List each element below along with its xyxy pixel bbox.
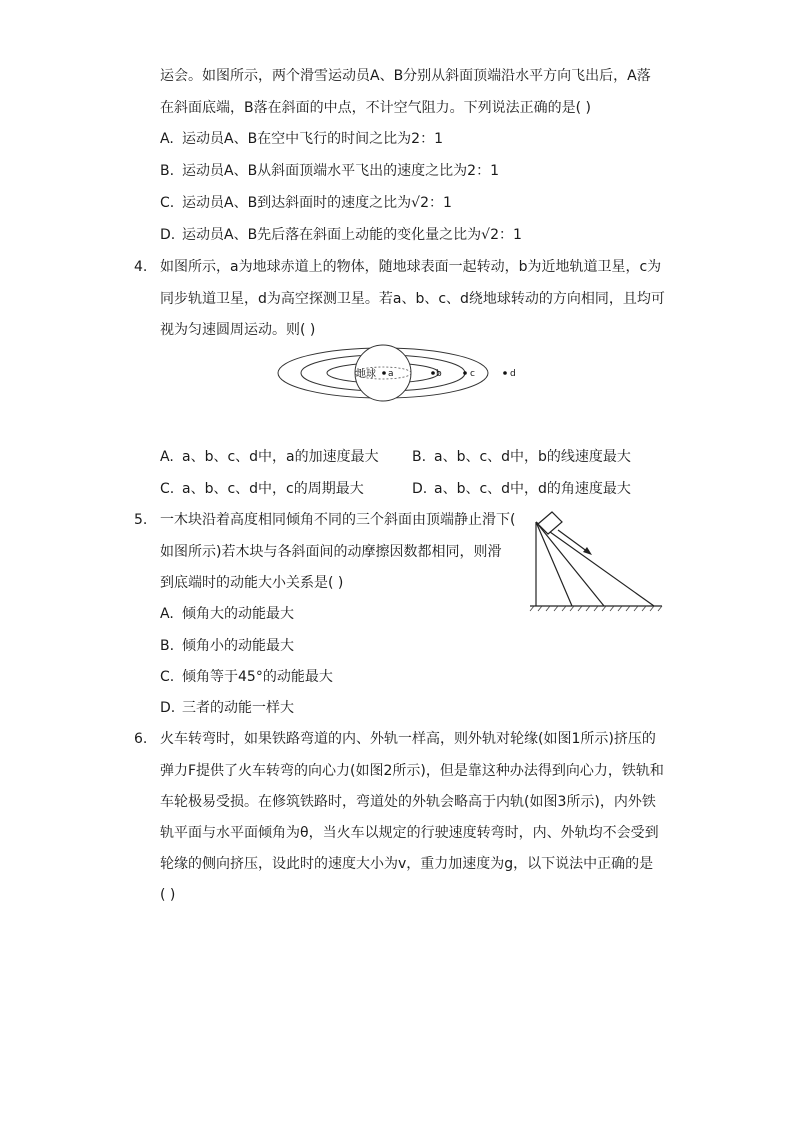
option-label: D. — [412, 481, 428, 497]
q4-number: 4. — [134, 259, 148, 275]
option-text: 运动员A、B从斜面顶端水平飞出的速度之比为2：1 — [182, 163, 499, 179]
q3-option-b[interactable] — [160, 161, 499, 181]
option-text: 三者的动能一样大 — [182, 700, 294, 716]
q6-line-2: 弹力F提供了火车转弯的向心力(如图2所示)，但是靠这种办法得到向心力，铁轨和 — [160, 763, 664, 779]
q3-line-1: 运会。如图所示，两个滑雪运动员A、B分别从斜面顶端沿水平方向飞出后，A落 — [160, 68, 651, 84]
option-label: D. — [160, 700, 176, 716]
option-text: 运动员A、B到达斜面时的速度之比为√2：1 — [182, 195, 452, 211]
q5-line-3: 到底端时的动能大小关系是( ) — [160, 575, 344, 591]
option-text: a、b、c、d中，c的周期最大 — [182, 481, 364, 497]
q4-line-3: 视为匀速圆周运动。则( ) — [160, 322, 316, 338]
q5-line-1: 一木块沿着高度相同倾角不同的三个斜面由顶端静止滑下( — [160, 512, 516, 528]
option-label: B. — [160, 638, 175, 654]
q4-option-a[interactable] — [160, 447, 379, 467]
q6-line-3: 车轮极易受损。在修筑铁路时，弯道处的外轨会略高于内轨(如图3所示)，内外铁 — [160, 794, 656, 810]
option-label: A. — [160, 606, 174, 622]
q6-number: 6. — [134, 731, 148, 747]
option-label: A. — [160, 131, 174, 147]
q6-line-4: 轨平面与水平面倾角为θ，当火车以规定的行驶速度转弯时，内、外轨均不会受到 — [160, 825, 659, 841]
incline-figure — [528, 508, 664, 612]
q5-option-c[interactable] — [160, 667, 333, 687]
point-c — [463, 371, 467, 375]
label-c: c — [470, 369, 475, 379]
option-label: B. — [412, 449, 427, 465]
option-text: a、b、c、d中，b的线速度最大 — [434, 449, 631, 465]
option-label: D. — [160, 227, 176, 243]
option-label: C. — [160, 195, 175, 211]
option-label: B. — [160, 163, 175, 179]
q5-number: 5. — [134, 512, 148, 528]
q6-line-5: 轮缘的侧向挤压，设此时的速度大小为v，重力加速度为g，以下说法中正确的是 — [160, 856, 654, 872]
incline-medium — [536, 522, 604, 606]
earth-label: 地球 — [356, 369, 376, 380]
option-label: C. — [160, 481, 175, 497]
q3-option-d[interactable] — [160, 225, 522, 245]
q5-line-2: 如图所示)若木块与各斜面间的动摩擦因数都相同，则滑 — [160, 544, 502, 560]
orbit-figure — [270, 342, 530, 412]
option-label: C. — [160, 669, 175, 685]
point-a — [382, 371, 386, 375]
q3-line-2: 在斜面底端，B落在斜面的中点，不计空气阻力。下列说法正确的是( ) — [160, 100, 591, 116]
option-text: a、b、c、d中，d的角速度最大 — [434, 481, 631, 497]
option-text: 运动员A、B先后落在斜面上动能的变化量之比为√2：1 — [182, 227, 522, 243]
arrow-head-icon — [583, 547, 592, 555]
q5-option-b[interactable] — [160, 636, 294, 656]
label-d: d — [510, 369, 516, 379]
option-label: A. — [160, 449, 174, 465]
label-a: a — [388, 369, 394, 379]
option-text: 倾角等于45°的动能最大 — [182, 669, 333, 685]
option-text: 倾角小的动能最大 — [182, 638, 294, 654]
q3-option-c[interactable] — [160, 193, 452, 213]
point-b — [431, 371, 435, 375]
q5-option-d[interactable] — [160, 698, 294, 718]
q4-option-b[interactable] — [412, 447, 631, 467]
q4-option-c[interactable] — [160, 479, 364, 499]
point-d — [503, 371, 507, 375]
q6-line-6: ( ) — [160, 887, 176, 903]
q5-option-a[interactable] — [160, 604, 294, 624]
option-text: 运动员A、B在空中飞行的时间之比为2：1 — [182, 131, 443, 147]
q3-option-a[interactable] — [160, 129, 443, 149]
label-b: b — [436, 369, 442, 379]
q4-line-1: 如图所示，a为地球赤道上的物体，随地球表面一起转动，b为近地轨道卫星，c为 — [160, 259, 662, 275]
q4-line-2: 同步轨道卫星，d为高空探测卫星。若a、b、c、d绕地球转动的方向相同，且均可 — [160, 291, 665, 307]
ground-hatching — [530, 606, 662, 611]
option-text: 倾角大的动能最大 — [182, 606, 294, 622]
option-text: a、b、c、d中，a的加速度最大 — [182, 449, 379, 465]
q6-line-1: 火车转弯时，如果铁路弯道的内、外轨一样高，则外轨对轮缘(如图1所示)挤压的 — [160, 731, 656, 747]
q4-option-d[interactable] — [412, 479, 631, 499]
